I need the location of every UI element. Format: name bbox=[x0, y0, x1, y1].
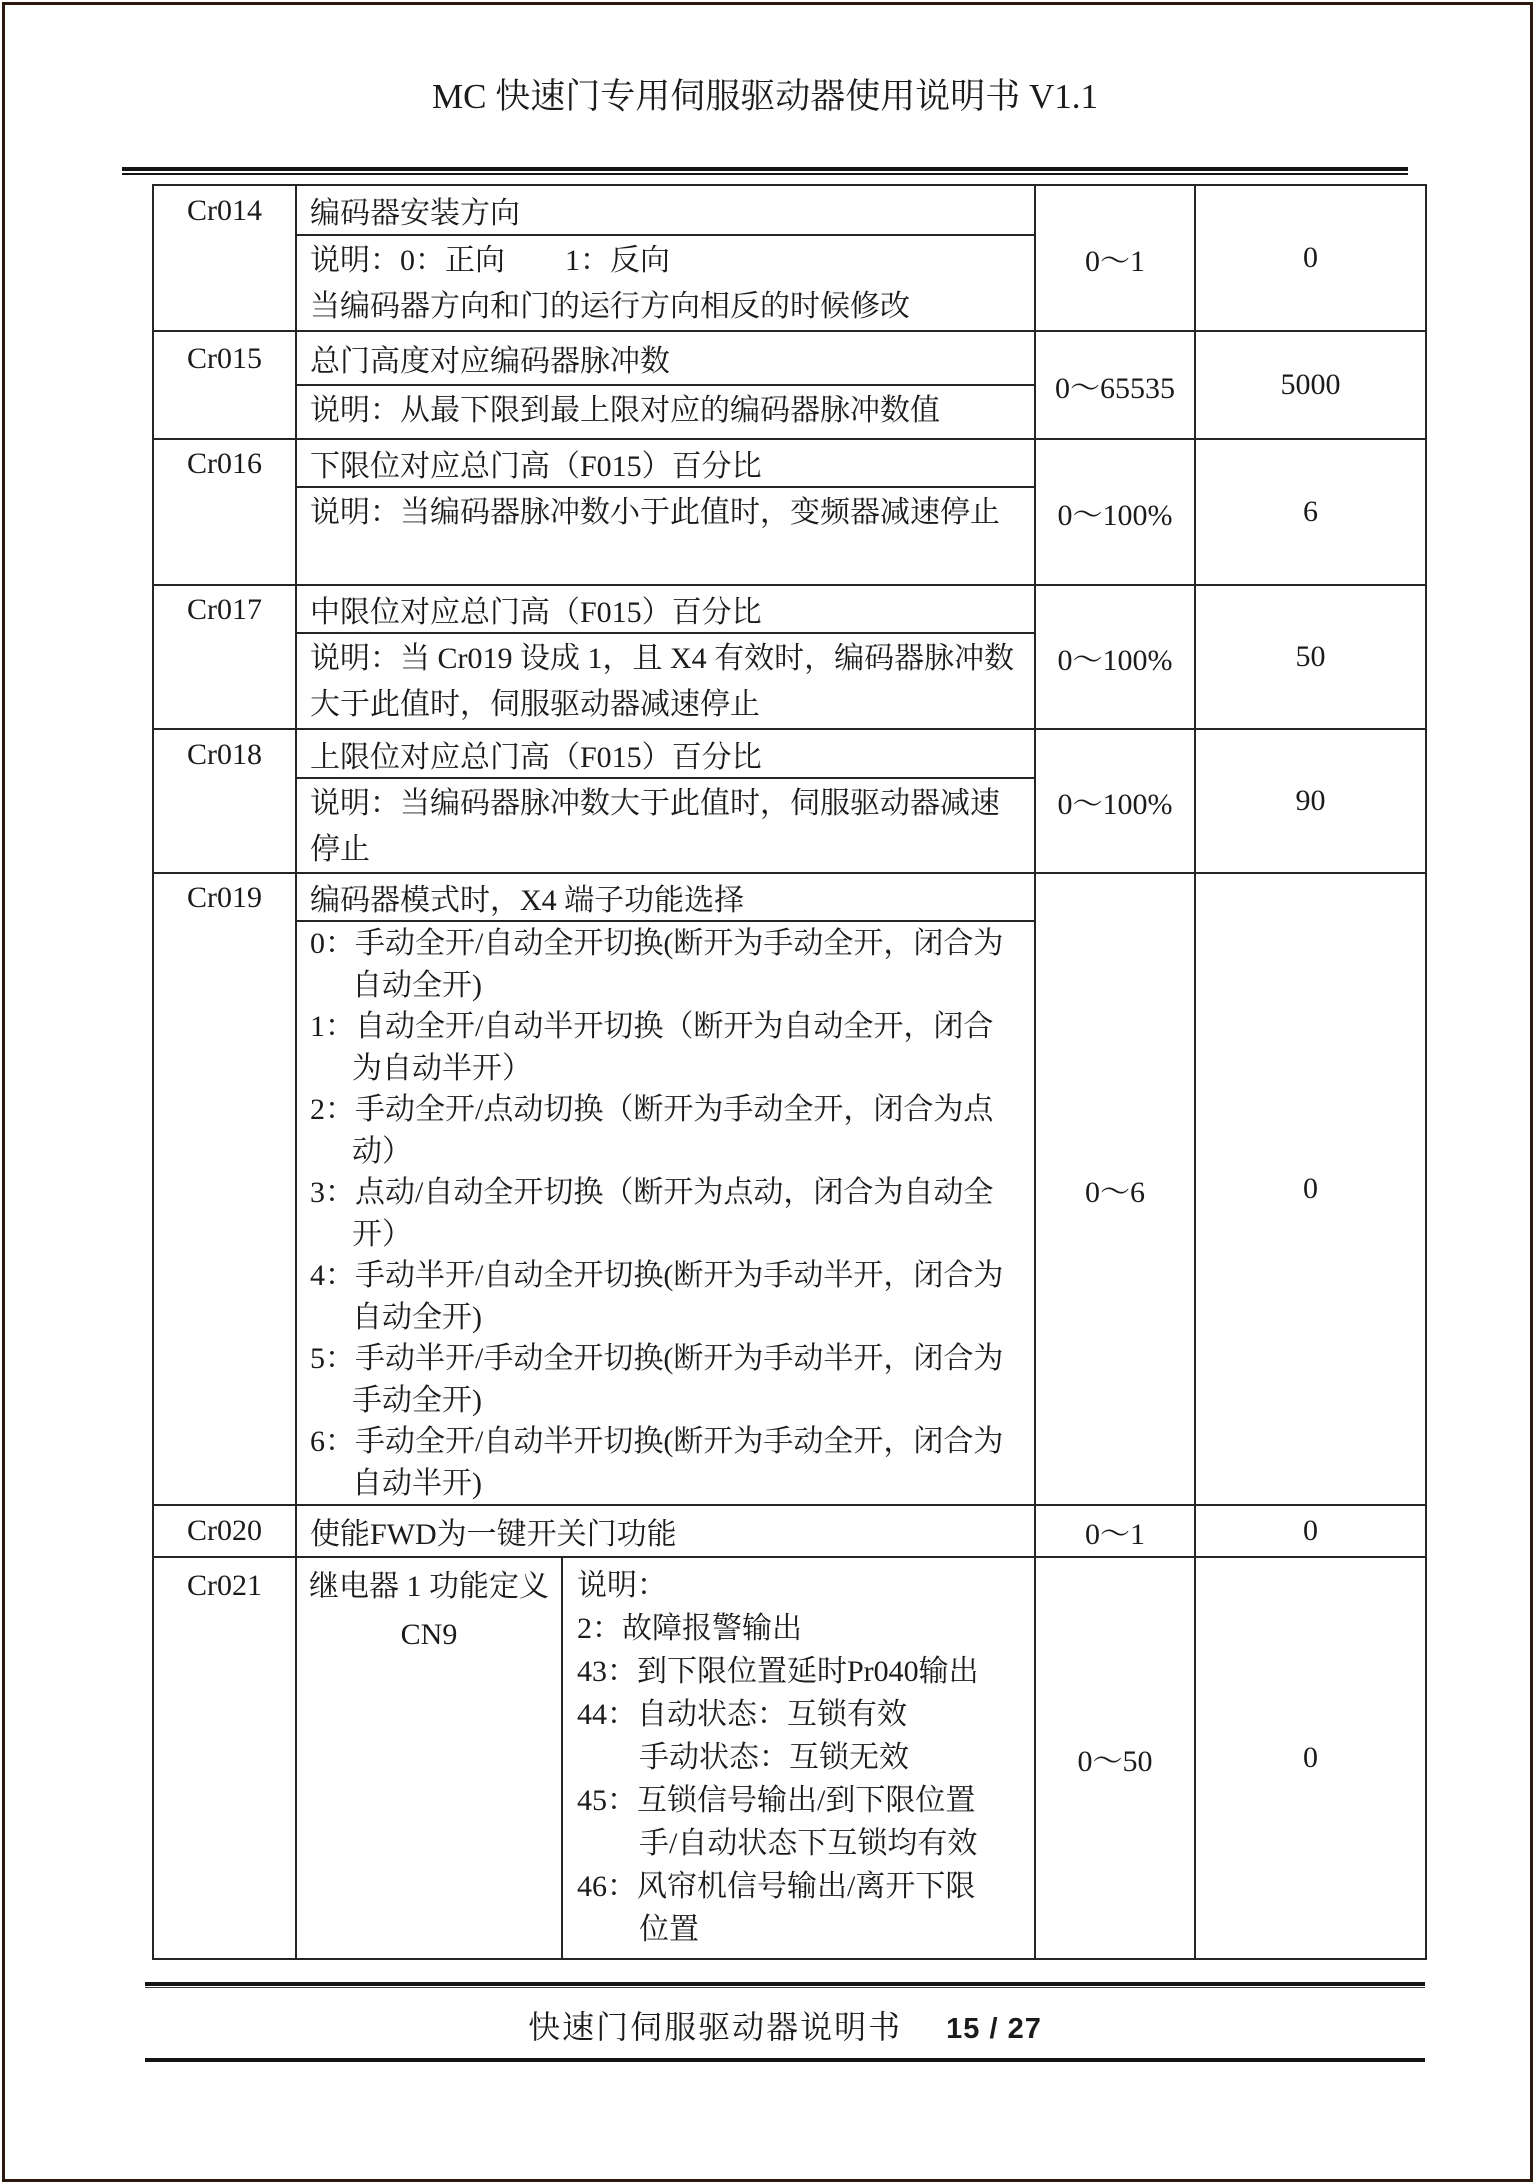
table-row-cr018 bbox=[154, 730, 1425, 874]
relay-notes bbox=[563, 1558, 1034, 1958]
footer-page-number: 15 / 27 bbox=[946, 2013, 1042, 2045]
param-option: 1：自动全开/自动半开切换（断开为自动全开，闭合为自动半开） bbox=[310, 1010, 994, 1085]
param-detail-cell bbox=[297, 332, 1034, 438]
param-title: 上限位对应总门高（F015）百分比 bbox=[297, 730, 1034, 779]
table-row-cr020 bbox=[154, 1506, 1425, 1558]
param-title: 使能FWD为一键开关门功能 bbox=[310, 1518, 677, 1551]
param-title: 下限位对应总门高（F015）百分比 bbox=[297, 440, 1034, 488]
table-row-cr015 bbox=[154, 332, 1425, 440]
footer-doc-title: 快速门伺服驱动器说明书 bbox=[528, 2009, 903, 2045]
param-detail-cell bbox=[297, 874, 1034, 1504]
param-default: 5000 bbox=[1194, 332, 1425, 438]
table-row-cr021 bbox=[154, 1558, 1425, 1958]
param-description: 说明：当编码器脉冲数大于此值时，伺服驱动器减速停止 bbox=[310, 787, 1000, 866]
table-row-cr017 bbox=[154, 586, 1425, 730]
relay-note-line: 46：风帘机信号输出/离开下限 bbox=[577, 1870, 976, 1903]
param-description bbox=[297, 236, 1034, 330]
header-rule-thick-line bbox=[122, 167, 1408, 171]
param-range: 0～100% bbox=[1034, 730, 1194, 872]
param-detail-cell bbox=[297, 440, 1034, 584]
footer-text bbox=[145, 1988, 1425, 2058]
param-code: Cr019 bbox=[154, 874, 297, 1504]
page-footer bbox=[145, 1982, 1425, 2062]
param-default: 90 bbox=[1194, 730, 1425, 872]
param-title: 总门高度对应编码器脉冲数 bbox=[297, 332, 1034, 386]
param-option: 3：点动/自动全开切换（断开为点动，闭合为自动全开） bbox=[310, 1176, 994, 1251]
table-row-cr014 bbox=[154, 186, 1425, 332]
relay-note-line: 手/自动状态下互锁均有效 bbox=[639, 1827, 978, 1860]
param-title: 编码器安装方向 bbox=[297, 186, 1034, 236]
header-rule bbox=[122, 167, 1408, 175]
relay-note-line: 说明： bbox=[577, 1569, 667, 1602]
param-option: 2：手动全开/点动切换（断开为手动全开，闭合为点动） bbox=[310, 1093, 994, 1168]
param-title: 编码器模式时，X4 端子功能选择 bbox=[297, 874, 1034, 922]
param-option: 5：手动半开/手动全开切换(断开为手动半开，闭合为手动全开) bbox=[310, 1342, 1004, 1417]
param-range: 0～100% bbox=[1034, 440, 1194, 584]
param-detail-cell bbox=[297, 1506, 1034, 1556]
relay-note-line: 45：互锁信号输出/到下限位置 bbox=[577, 1784, 976, 1817]
param-desc-line: 当编码器方向和门的运行方向相反的时候修改 bbox=[310, 290, 910, 323]
param-code: Cr014 bbox=[154, 186, 297, 330]
param-default: 0 bbox=[1194, 1506, 1425, 1556]
relay-function-label: 继电器 1 功能定义 bbox=[309, 1570, 549, 1603]
param-description bbox=[297, 386, 1034, 438]
footer-top-rule-thick bbox=[145, 1982, 1425, 1986]
param-code: Cr020 bbox=[154, 1506, 297, 1556]
param-option: 0：手动全开/自动全开切换(断开为手动全开，闭合为自动全开) bbox=[310, 927, 1004, 1002]
param-description: 说明：当 Cr019 设成 1，且 X4 有效时，编码器脉冲数大于此值时，伺服驱动器减速停止 bbox=[310, 642, 1015, 721]
param-code: Cr017 bbox=[154, 586, 297, 728]
relay-function-cell bbox=[297, 1558, 563, 1958]
param-code: Cr016 bbox=[154, 440, 297, 584]
param-range: 0～1 bbox=[1034, 186, 1194, 330]
param-detail-cell bbox=[297, 586, 1034, 728]
param-range: 0～6 bbox=[1034, 874, 1194, 1504]
param-desc-line: 说明：从最下限到最上限对应的编码器脉冲数值 bbox=[310, 394, 940, 427]
param-detail-cell bbox=[297, 730, 1034, 872]
relay-note-line: 位置 bbox=[639, 1913, 699, 1946]
param-default: 6 bbox=[1194, 440, 1425, 584]
footer-bottom-rule bbox=[145, 2058, 1425, 2062]
param-default: 0 bbox=[1194, 186, 1425, 330]
param-code: Cr015 bbox=[154, 332, 297, 438]
page-header-title: MC 快速门专用伺服驱动器使用说明书 V1.1 bbox=[432, 77, 1098, 116]
param-range: 0～50 bbox=[1034, 1558, 1194, 1958]
param-option: 6：手动全开/自动半开切换(断开为手动全开，闭合为自动半开) bbox=[310, 1425, 1004, 1500]
table-row-cr016 bbox=[154, 440, 1425, 586]
relay-note-line: 44：自动状态：互锁有效 bbox=[577, 1698, 907, 1731]
param-range: 0～65535 bbox=[1034, 332, 1194, 438]
param-option-list bbox=[297, 922, 1034, 1504]
param-option: 4：手动半开/自动全开切换(断开为手动半开，闭合为自动全开) bbox=[310, 1259, 1004, 1334]
param-default: 0 bbox=[1194, 874, 1425, 1504]
param-desc-line: 说明：0：正向 1：反向 bbox=[310, 244, 670, 277]
table-row-cr019 bbox=[154, 874, 1425, 1506]
param-default: 50 bbox=[1194, 586, 1425, 728]
header-rule-thin-line bbox=[122, 173, 1408, 175]
param-code: Cr018 bbox=[154, 730, 297, 872]
param-description: 说明：当编码器脉冲数小于此值时，变频器减速停止 bbox=[310, 496, 1000, 529]
relay-connector-label: CN9 bbox=[400, 1618, 458, 1651]
param-default: 0 bbox=[1194, 1558, 1425, 1958]
param-range: 0～1 bbox=[1034, 1506, 1194, 1556]
relay-note-line: 2：故障报警输出 bbox=[577, 1612, 802, 1645]
param-detail-cell bbox=[297, 186, 1034, 330]
param-range: 0～100% bbox=[1034, 586, 1194, 728]
param-code: Cr021 bbox=[154, 1558, 297, 1958]
relay-note-line: 43：到下限位置延时Pr040输出 bbox=[577, 1655, 979, 1688]
relay-note-line: 手动状态：互锁无效 bbox=[639, 1741, 909, 1774]
parameter-table bbox=[152, 184, 1427, 1960]
param-title: 中限位对应总门高（F015）百分比 bbox=[297, 586, 1034, 634]
param-detail-cell bbox=[297, 1558, 1034, 1958]
